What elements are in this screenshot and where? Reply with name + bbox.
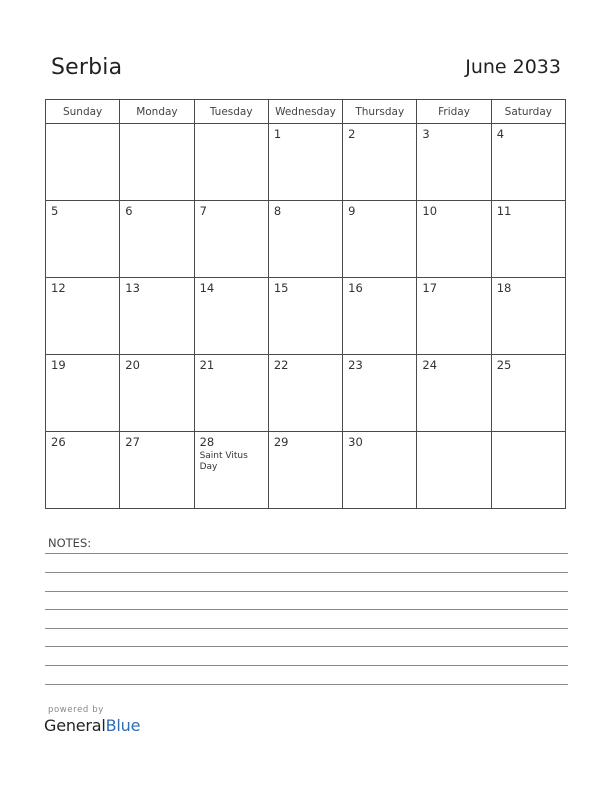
notes-line — [45, 591, 568, 592]
week-row — [46, 355, 566, 432]
day-cell — [268, 201, 342, 278]
notes-line — [45, 665, 568, 666]
day-number: 6 — [125, 204, 133, 218]
day-number — [46, 124, 119, 127]
day-number: 8 — [273, 204, 282, 218]
day-number: 11 — [496, 204, 512, 218]
month-year-title: June 2033 — [465, 56, 561, 78]
day-number: 3 — [422, 127, 430, 141]
day-number: 9 — [348, 204, 356, 218]
day-cell — [120, 278, 194, 355]
weekday-wednesday: Wednesday — [268, 100, 342, 124]
day-number: 14 — [199, 281, 215, 295]
day-number: 20 — [125, 358, 140, 372]
day-cell — [46, 124, 120, 201]
day-cell — [417, 124, 491, 201]
day-number — [120, 124, 193, 127]
day-cell — [268, 278, 342, 355]
day-cell — [194, 124, 268, 201]
weekday-thursday: Thursday — [343, 100, 417, 124]
day-number: 28 — [199, 435, 215, 449]
day-cell — [417, 278, 491, 355]
day-number: 25 — [496, 358, 512, 372]
day-number: 16 — [348, 281, 363, 295]
day-number: 24 — [422, 358, 438, 372]
day-cell — [343, 355, 417, 432]
day-cell — [343, 278, 417, 355]
weekday-friday: Friday — [417, 100, 491, 124]
day-cell — [491, 278, 565, 355]
day-number: 7 — [199, 204, 207, 218]
day-cell — [194, 278, 268, 355]
day-number: 15 — [273, 281, 289, 295]
notes-line — [45, 684, 568, 685]
day-number: 12 — [51, 281, 66, 295]
notes-line — [45, 609, 568, 610]
day-number: 30 — [348, 435, 363, 449]
holiday-label: Saint Vitus Day — [199, 451, 248, 472]
week-row — [46, 432, 566, 509]
weekday-saturday: Saturday — [491, 100, 565, 124]
notes-line — [45, 628, 568, 629]
day-cell — [343, 201, 417, 278]
day-cell — [268, 124, 342, 201]
day-cell — [120, 432, 194, 509]
day-cell — [268, 355, 342, 432]
day-number: 13 — [125, 281, 140, 295]
day-number: 23 — [348, 358, 363, 372]
day-cell — [194, 432, 268, 509]
weekday-tuesday: Tuesday — [194, 100, 268, 124]
day-cell — [417, 201, 491, 278]
day-number: 2 — [348, 127, 356, 141]
day-number: 17 — [422, 281, 438, 295]
day-number: 21 — [199, 358, 215, 372]
day-number: 19 — [51, 358, 66, 372]
week-row — [46, 278, 566, 355]
day-number: 18 — [496, 281, 512, 295]
day-number — [492, 432, 565, 435]
day-cell — [46, 201, 120, 278]
day-number: 27 — [125, 435, 140, 449]
day-cell — [491, 124, 565, 201]
day-cell — [120, 201, 194, 278]
day-cell — [46, 278, 120, 355]
weekday-sunday: Sunday — [46, 100, 120, 124]
notes-line — [45, 646, 568, 647]
day-number: 29 — [273, 435, 289, 449]
brand-general: General — [44, 716, 106, 735]
generalblue-logo[interactable] — [44, 716, 140, 735]
day-number: 10 — [422, 204, 438, 218]
day-cell — [417, 432, 491, 509]
notes-line — [45, 572, 568, 573]
day-number: 4 — [496, 127, 505, 141]
day-cell — [343, 124, 417, 201]
powered-by-text: powered by — [48, 705, 104, 715]
day-cell — [46, 432, 120, 509]
day-cell — [46, 355, 120, 432]
day-number — [417, 432, 490, 435]
day-cell — [120, 355, 194, 432]
week-row — [46, 124, 566, 201]
day-cell — [491, 201, 565, 278]
notes-line — [45, 553, 568, 554]
day-cell — [491, 355, 565, 432]
day-number: 5 — [51, 204, 59, 218]
weekday-header-row — [46, 100, 566, 124]
day-number: 22 — [273, 358, 289, 372]
country-title: Serbia — [51, 55, 123, 80]
day-number — [195, 124, 268, 127]
day-number: 26 — [51, 435, 66, 449]
day-number: 1 — [273, 127, 282, 141]
day-cell — [343, 432, 417, 509]
day-cell — [194, 355, 268, 432]
day-cell — [491, 432, 565, 509]
day-cell — [120, 124, 194, 201]
day-cell — [194, 201, 268, 278]
calendar-grid — [45, 99, 566, 509]
notes-label: NOTES: — [48, 536, 92, 550]
week-row — [46, 201, 566, 278]
day-cell — [268, 432, 342, 509]
day-cell — [417, 355, 491, 432]
weekday-monday: Monday — [120, 100, 194, 124]
brand-blue: Blue — [105, 716, 141, 735]
